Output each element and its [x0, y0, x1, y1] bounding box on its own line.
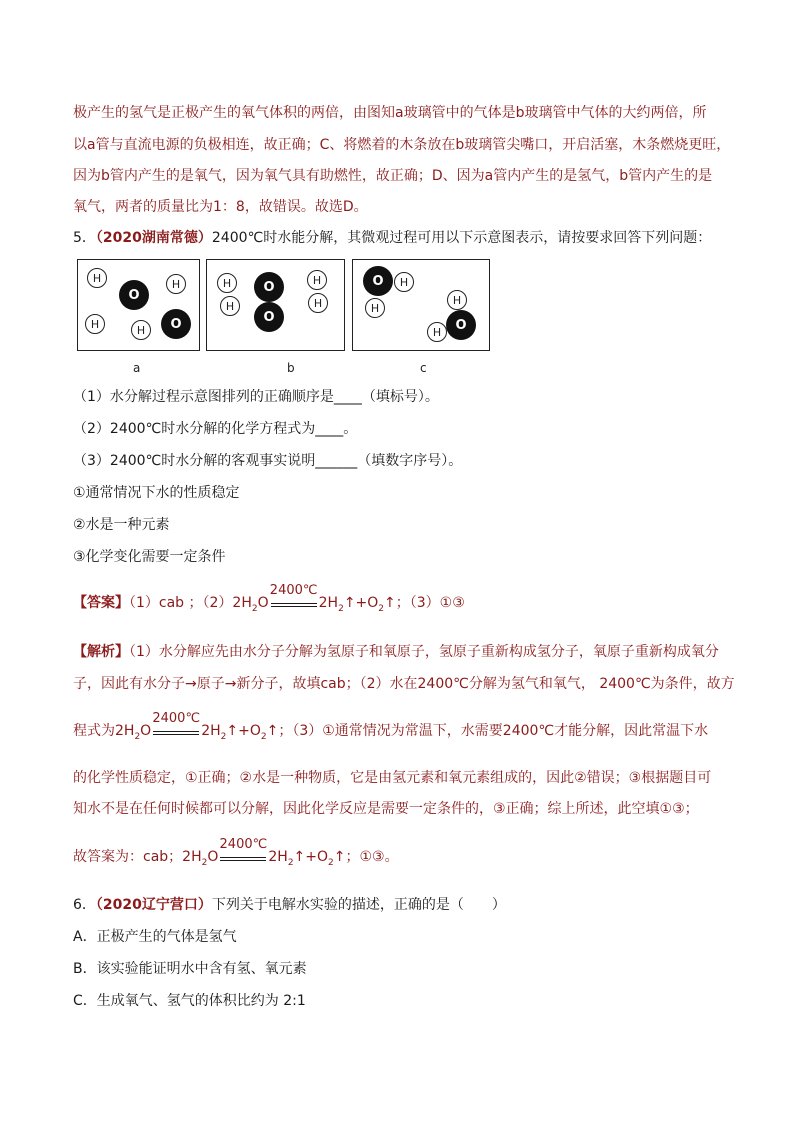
option-2: ②水是一种元素	[73, 517, 170, 533]
hydrogen-atom: H	[131, 320, 151, 340]
oxygen-atom: O	[363, 266, 393, 296]
equation-condition: 2400℃	[269, 595, 319, 607]
question-text: 下列关于电解水实验的描述，正确的是（ ）	[211, 897, 506, 913]
prev-analysis-line: 以a管与直流电源的负极相连，故正确；C、将燃着的木条放在b玻璃管尖嘴口，开启活塞，木条燃烧更旺，	[73, 137, 731, 153]
answer-label: 【答案】	[73, 595, 129, 611]
hydrogen-atom: H	[427, 322, 447, 342]
answer-part: （1）cab ；（2）2H	[129, 595, 252, 611]
hydrogen-atom: H	[220, 296, 240, 316]
analysis-line: 子，因此有水分子→原子→新分子，故填cab；（2）水在2400℃分解为氢气和氧气， 2400℃为条件，故方	[73, 676, 735, 692]
diagram-label-c: c	[420, 361, 427, 375]
hydrogen-atom: H	[308, 293, 328, 313]
prev-analysis-line: 氧气，两者的质量比为1：8，故错误。故选D。	[73, 199, 368, 215]
option-b: B．该实验能证明水中含有氢、氧元素	[73, 961, 307, 977]
option-a: A．正极产生的气体是氢气	[73, 929, 237, 945]
oxygen-atom: O	[446, 310, 476, 340]
analysis-line: 程式为$2H_2O$ 2400℃ $2H_2↑+O_2↑$；（3）①通常情况为常温下，水需要2400℃才能分解，因此常温下水	[73, 711, 709, 742]
oxygen-atom: O	[161, 309, 191, 339]
question-number: 6．	[73, 897, 96, 913]
diagram-label-a: a	[133, 361, 141, 375]
option-3: ③化学变化需要一定条件	[73, 549, 226, 565]
hydrogen-atom: H	[217, 273, 237, 293]
prev-analysis-line: 因为b管内产生的是氧气，因为氧气具有助燃性，故正确；D、因为a管内产生的是氢气，b管内产生的是	[73, 168, 713, 184]
hydrogen-atom: H	[447, 290, 467, 310]
answer-part: （3）①③	[409, 595, 465, 611]
hydrogen-atom: H	[166, 274, 186, 294]
analysis-line: 的化学性质稳定，①正确；②水是一种物质，它是由氢元素和氧元素组成的，因此②错误；③根据题目可	[73, 770, 712, 786]
answer-line: 【答案】（1）cab ；$(2)2H_2O$ 2400℃ $2H_2↑+O_2↑$；（3）①③	[73, 583, 465, 614]
equation-condition: 2400℃	[218, 849, 268, 861]
analysis-line: 【解析】（1）水分解应先由水分子分解为氢原子和氧原子，氢原子重新构成氢分子，氧原子重新构成氧分	[73, 644, 719, 660]
sub-question-2: （2）2400℃时水分解的化学方程式为____。	[73, 421, 358, 437]
hydrogen-atom: H	[87, 268, 107, 288]
oxygen-atom: O	[119, 280, 149, 310]
sub-question-3: （3）2400℃时水分解的客观事实说明______（填数字序号）。	[73, 453, 463, 469]
question-text: 2400℃时水能分解，其微观过程可用以下示意图表示，请按要求回答下列问题：	[211, 230, 712, 246]
option-c: C．生成氧气、氢气的体积比约为 2:1	[73, 993, 306, 1009]
oxygen-atom: O	[254, 272, 284, 302]
question-6-stem	[73, 895, 506, 915]
analysis-line: 知水不是在任何时候都可以分解，因此化学反应是需要一定条件的，③正确；综上所述，此空填①③；	[73, 801, 699, 817]
sub-question-1: （1）水分解过程示意图排列的正确顺序是____（填标号）。	[73, 389, 439, 405]
analysis-label: 【解析】	[73, 644, 129, 660]
question-5-stem	[73, 228, 711, 248]
option-1: ①通常情况下水的性质稳定	[73, 485, 240, 501]
question-source: （2020辽宁营口）	[95, 897, 212, 913]
diagram-box-c	[352, 259, 490, 351]
hydrogen-atom: H	[307, 270, 327, 290]
question-source: （2020湖南常德）	[95, 230, 212, 246]
question-number: 5．	[73, 230, 96, 246]
diagram-label-b: b	[287, 361, 295, 375]
diagram-box-a	[77, 259, 200, 351]
prev-analysis-line: 极产生的氢气是正极产生的氧气体积的两倍，由图知a玻璃管中的气体是b玻璃管中气体的大约两倍，所	[73, 105, 707, 121]
hydrogen-atom: H	[365, 298, 385, 318]
equation-condition: 2400℃	[151, 723, 201, 735]
diagram-box-b	[206, 259, 345, 351]
analysis-line: 故答案为：cab；$2H_2O$ 2400℃ $2H_2↑+O_2↑$；①③。	[73, 837, 399, 868]
hydrogen-atom: H	[85, 314, 105, 334]
oxygen-atom: O	[254, 302, 284, 332]
hydrogen-atom: H	[394, 272, 414, 292]
